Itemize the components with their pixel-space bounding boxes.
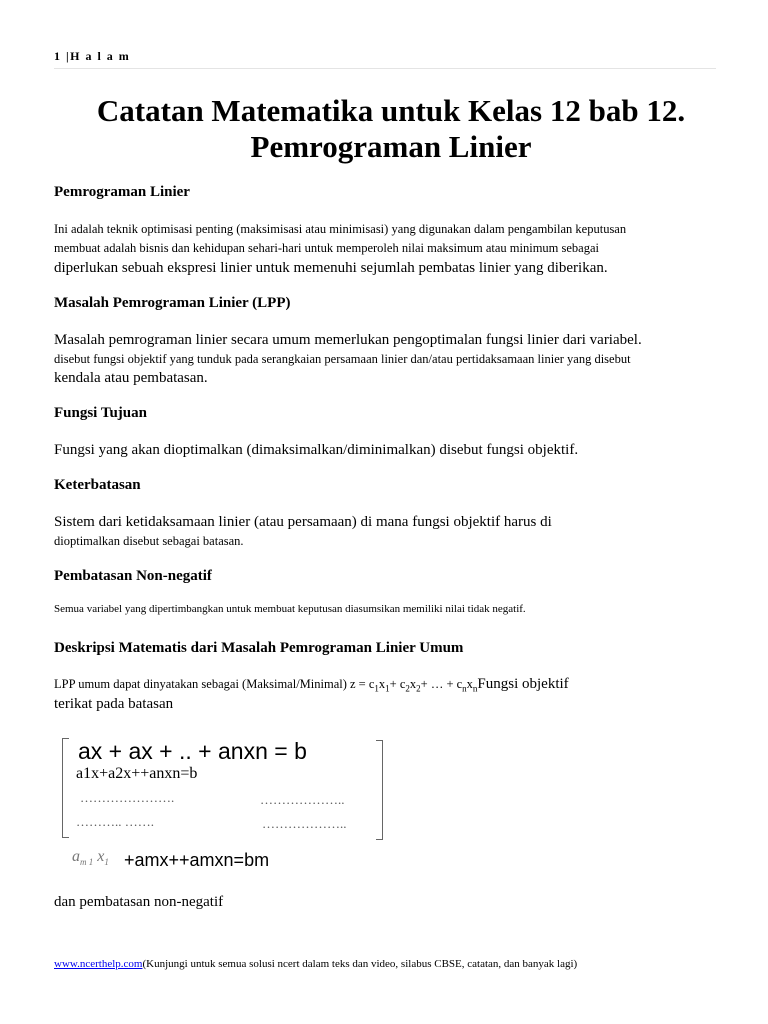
paragraph-line: kendala atau pembatasan.	[54, 370, 208, 386]
formula-tail: Fungsi objektif	[477, 676, 569, 692]
document-title	[40, 93, 742, 165]
equation-line-last: +amx++amxn=bm	[124, 850, 270, 870]
paragraph-line: Sistem dari ketidaksamaan linier (atau persamaan) di mana fungsi objektif harus di	[54, 514, 552, 530]
paragraph-line: terikat pada batasan	[54, 696, 174, 712]
objective-formula: LPP umum dapat dinyatakan sebagai (Maksimal/Minimal) $z = c_1x_1+ c_2x_2+$ … + $c_nx_nFungsi$ objektif	[54, 676, 569, 694]
formula-prefix: LPP umum dapat dinyatakan sebagai (Maksimal/Minimal) z = c	[54, 677, 375, 691]
page-header: 1 |H a l a m	[54, 49, 716, 69]
section-heading-pemrograman-linier: Pemrograman Linier	[54, 184, 190, 200]
page-footer	[54, 958, 577, 970]
right-bracket	[376, 740, 383, 840]
paragraph-line: Fungsi yang akan dioptimalkan (dimaksimalkan/diminimalkan) disebut fungsi objektif.	[54, 442, 579, 458]
section-heading-deskripsi-matematis: Deskripsi Matematis dari Masalah Pemrograman Linier Umum	[54, 640, 464, 656]
footer-text: (Kunjungi untuk semua solusi ncert dalam teks dan video, silabus CBSE, catatan, dan banyak lagi)	[142, 958, 578, 970]
section-heading-pembatasan-non-negatif: Pembatasan Non-negatif	[54, 568, 212, 584]
paragraph-line: dan pembatasan non-negatif	[54, 894, 224, 910]
constraint-system-image	[54, 728, 394, 868]
title-line-2: Pemrograman Linier	[250, 129, 532, 164]
section-heading-fungsi-tujuan: Fungsi Tujuan	[54, 405, 147, 421]
am1-x1-term: $a_{m 1}$ $x_1$	[72, 848, 109, 868]
paragraph-line: Semua variabel yang dipertimbangkan untuk membuat keputusan diasumsikan memiliki nilai tidak negatif.	[54, 603, 526, 615]
ellipsis-row: ………………..	[262, 816, 347, 831]
paragraph-line: membuat adalah bisnis dan kehidupan sehari-hari untuk memperoleh nilai maksimum atau minimum sebagai	[54, 241, 600, 255]
paragraph-line: Ini adalah teknik optimisasi penting (maksimisasi atau minimisasi) yang digunakan dalam pengambilan keputusan	[54, 222, 627, 236]
paragraph-line: dioptimalkan disebut sebagai batasan.	[54, 534, 244, 548]
paragraph-line: diperlukan sebuah ekspresi linier untuk memenuhi sejumlah pembatas linier yang diberikan.	[54, 260, 608, 276]
equation-line-2: a1x+a2x++anxn=b	[76, 765, 198, 782]
paragraph-line: disebut fungsi objektif yang tunduk pada serangkaian persamaan linier dan/atau pertidaksamaan linier yang disebut	[54, 352, 631, 366]
ellipsis-row: ………………..	[260, 792, 345, 807]
section-heading-lpp: Masalah Pemrograman Linier (LPP)	[54, 295, 291, 311]
ellipsis-row: ………………….	[80, 790, 175, 805]
title-line-1: Catatan Matematika untuk Kelas 12 bab 12.	[96, 93, 686, 128]
paragraph-line: Masalah pemrograman linier secara umum memerlukan pengoptimalan fungsi linier dari variabel.	[54, 332, 642, 348]
ellipsis-row: ……….. …….	[76, 814, 154, 829]
equation-line-1: ax + ax + .. + anxn = b	[78, 738, 307, 764]
section-heading-keterbatasan: Keterbatasan	[54, 477, 141, 493]
ncerthelp-link[interactable]: www.ncerthelp.com	[54, 958, 143, 970]
left-bracket	[62, 738, 69, 838]
